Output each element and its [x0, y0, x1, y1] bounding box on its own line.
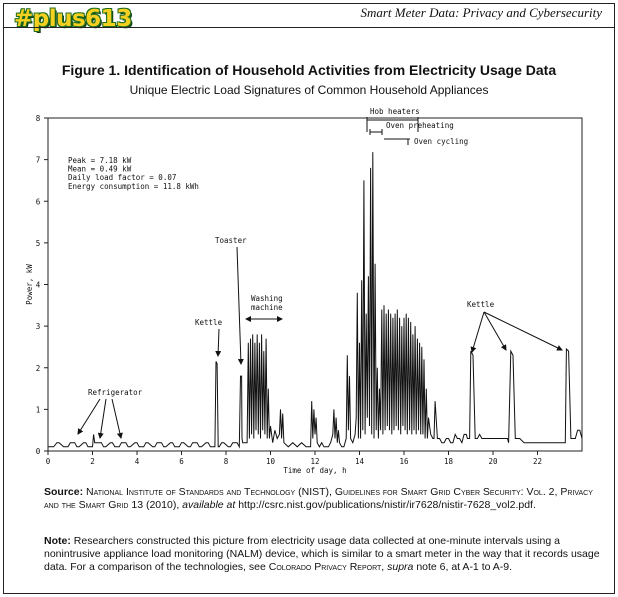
note-label: Note:: [44, 535, 71, 547]
x-tick-label: 16: [399, 457, 409, 466]
note-report: Colorado Privacy Report,: [268, 561, 385, 573]
arrow-kettle-evening: [484, 312, 562, 350]
source-available: available at: [182, 499, 236, 511]
annotation-refrigerator: Refrigerator: [88, 388, 143, 397]
header-rule: [3, 27, 615, 28]
y-tick-label: 0: [35, 447, 41, 456]
note-supra: supra: [387, 561, 414, 573]
source-label: Source:: [44, 486, 84, 498]
annotation-hob-heaters: Hob heaters: [370, 107, 420, 116]
stats-line: Mean = 0.49 kW: [68, 164, 132, 174]
x-tick-label: 0: [45, 457, 51, 466]
y-tick-label: 8: [35, 114, 41, 123]
arrow-kettle-evening: [472, 312, 484, 352]
annotation-toaster: Toaster: [215, 236, 247, 245]
x-tick-label: 20: [488, 457, 498, 466]
x-tick-label: 22: [532, 457, 543, 466]
y-axis-label: Power, kW: [25, 264, 34, 305]
annotation-kettle: Kettle: [195, 318, 223, 327]
figure-subtitle: Unique Electric Load Signatures of Common Household Appliances: [129, 83, 489, 97]
plus613-logo: #plus613: [14, 6, 132, 32]
y-tick-label: 5: [35, 238, 41, 248]
arrow-kettle: [218, 329, 219, 356]
x-tick-label: 8: [223, 457, 229, 466]
x-tick-label: 10: [265, 457, 276, 466]
stats-line: Energy consumption = 11.8 kWh: [68, 181, 199, 191]
annotation-washing: Washing: [251, 294, 283, 303]
annotation-machine: machine: [251, 303, 283, 312]
source-note: [44, 486, 600, 512]
x-tick-label: 18: [443, 457, 454, 466]
arrow-refrigerator: [112, 399, 121, 438]
x-tick-label: 14: [354, 457, 365, 466]
source-org: National Institute of Standards and Technology (NIST), Guidelines for Smart Grid Cyber Security: Vol. 2, Privacy and the Smart Grid 13 (2010),: [44, 486, 593, 511]
x-tick-label: 4: [134, 457, 140, 466]
y-tick-label: 7: [35, 155, 41, 165]
arrow-toaster: [237, 247, 241, 364]
x-tick-label: 2: [90, 457, 95, 466]
power-series-line: [48, 152, 582, 447]
annotation-oven-cycling: Oven cycling: [414, 137, 469, 146]
y-tick-label: 6: [35, 197, 41, 207]
x-tick-label: 6: [179, 457, 184, 466]
stats-line: Peak = 7.18 kW: [68, 156, 132, 165]
x-axis-label: Time of day, h: [283, 466, 347, 475]
method-note: [44, 535, 600, 574]
annotation-kettle-evening: Kettle: [467, 300, 495, 309]
figure-title: Figure 1. Identification of Household Activities from Electricity Usage Data: [61, 62, 557, 78]
y-tick-label: 4: [35, 280, 41, 290]
load-chart: [20, 102, 592, 478]
x-tick-label: 12: [310, 457, 320, 466]
y-tick-label: 2: [35, 363, 41, 373]
source-url[interactable]: http://csrc.nist.gov/publications/nistir/ir7628/nistir-7628_vol2.pdf.: [238, 499, 536, 511]
y-tick-label: 1: [35, 405, 41, 415]
note-tail: note 6, at A-1 to A-9.: [416, 561, 513, 573]
annotation-oven-preheating: Oven preheating: [386, 121, 454, 130]
note-text: Researchers constructed this picture from electricity usage data collected at one-minute intervals using a nonintrusive appliance load monitoring (NALM) device, which is similar to a smart meter in the way that it records usage data. For a comparison of the technologies, see: [44, 535, 600, 573]
arrow-refrigerator: [100, 399, 106, 438]
stats-line: Daily load factor = 0.07: [68, 173, 177, 183]
arrow-refrigerator: [78, 399, 100, 434]
running-title: Smart Meter Data: Privacy and Cybersecurity: [360, 5, 602, 20]
y-tick-label: 3: [35, 322, 41, 332]
